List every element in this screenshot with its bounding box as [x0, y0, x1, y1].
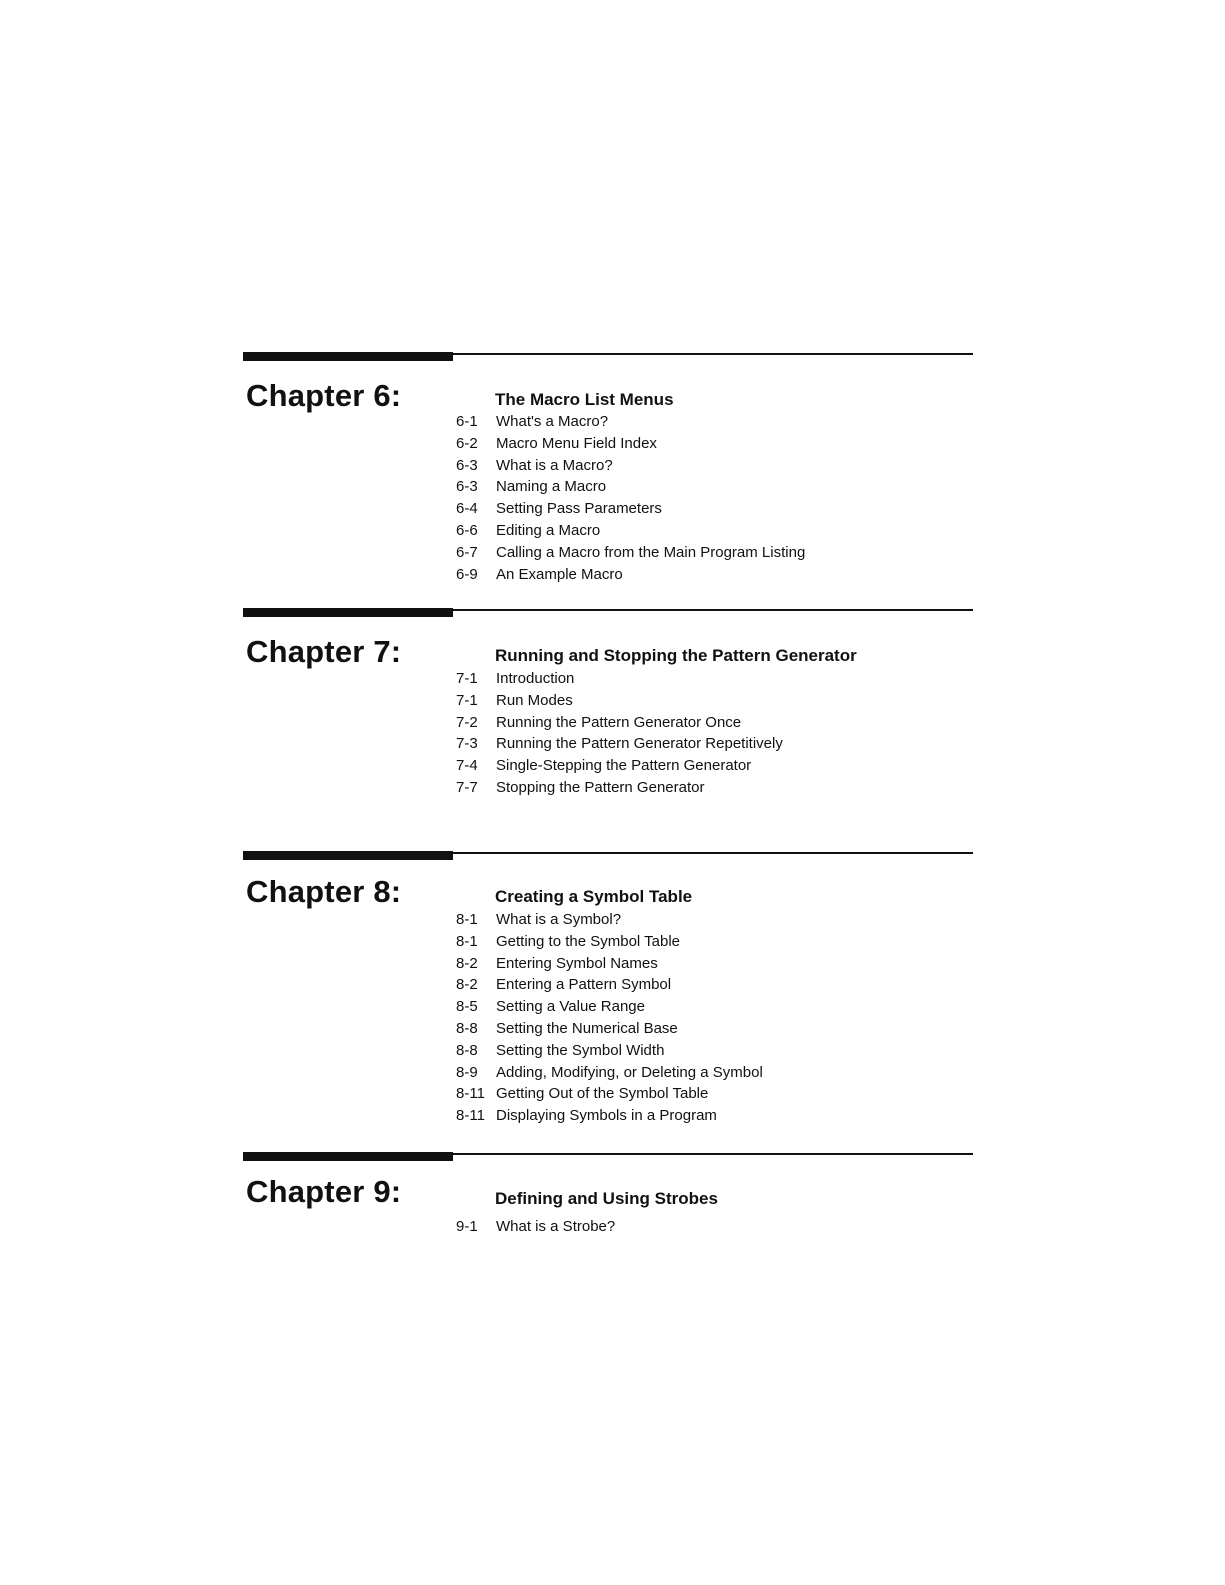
- toc-page-number: 6-4: [456, 500, 478, 518]
- toc-entry-label: Running the Pattern Generator Once: [496, 713, 742, 731]
- toc-entry[interactable]: [456, 690, 783, 712]
- chapter-divider-thin: [453, 609, 973, 611]
- toc-page-number: 6-3: [456, 456, 478, 474]
- toc-entry[interactable]: [456, 712, 783, 734]
- toc-entry-label: Editing a Macro: [496, 521, 601, 539]
- toc-entry-label: Displaying Symbols in a Program: [496, 1107, 717, 1125]
- section-title: The Macro List Menus: [495, 390, 674, 409]
- toc-entry[interactable]: [456, 909, 763, 931]
- toc-page-number: 8-8: [456, 1019, 478, 1037]
- toc-page-number: 8-2: [456, 954, 478, 972]
- toc-entry-label: Adding, Modifying, or Deleting a Symbol: [496, 1063, 763, 1081]
- chapter-heading: Chapter 8:: [246, 874, 402, 909]
- section-title: Creating a Symbol Table: [495, 887, 693, 906]
- toc-page-number: 8-5: [456, 998, 478, 1016]
- chapter-divider-thick: [243, 1152, 453, 1161]
- chapter-divider-thin: [453, 1153, 973, 1155]
- toc-entry[interactable]: [456, 733, 783, 755]
- toc-entry[interactable]: [456, 520, 805, 542]
- toc-page-number: 6-2: [456, 434, 478, 452]
- toc-entry-label: Naming a Macro: [496, 478, 607, 496]
- chapter-heading: Chapter 7:: [246, 634, 402, 669]
- toc-page-number: 6-7: [456, 543, 478, 561]
- toc-entry-list: [456, 668, 783, 799]
- toc-entry[interactable]: [456, 433, 805, 455]
- toc-page-number: 6-1: [456, 413, 478, 430]
- chapter-divider-thick: [243, 608, 453, 617]
- toc-entry-label: What's a Macro?: [496, 413, 609, 430]
- toc-page-number: 8-8: [456, 1041, 478, 1059]
- toc-page-number: 8-11: [456, 1085, 485, 1103]
- chapter-divider-thin: [453, 852, 973, 854]
- section-title: Defining and Using Strobes: [495, 1189, 718, 1208]
- toc-entry-label: Running the Pattern Generator Repetitively: [496, 735, 783, 753]
- toc-entry[interactable]: [456, 974, 763, 996]
- toc-entry-label: Getting to the Symbol Table: [496, 932, 680, 950]
- toc-entry[interactable]: [456, 1083, 763, 1105]
- toc-entry[interactable]: [456, 476, 805, 498]
- toc-entry-label: Setting a Value Range: [496, 998, 645, 1016]
- toc-entry-list: [456, 411, 805, 585]
- toc-page-number: 8-9: [456, 1063, 478, 1081]
- toc-entry[interactable]: [456, 1105, 763, 1127]
- toc-page-number: 8-2: [456, 976, 478, 994]
- toc-entry-label: Calling a Macro from the Main Program Listing: [496, 543, 806, 561]
- toc-entry-label: An Example Macro: [496, 565, 623, 583]
- section-title: Running and Stopping the Pattern Generator: [495, 646, 857, 665]
- toc-entry[interactable]: [456, 1062, 763, 1084]
- toc-entry-label: Single-Stepping the Pattern Generator: [496, 757, 752, 775]
- toc-entry[interactable]: [456, 996, 763, 1018]
- toc-entry[interactable]: [456, 931, 763, 953]
- toc-page-number: 7-3: [456, 735, 478, 753]
- chapter-divider-thin: [453, 353, 973, 355]
- toc-entry-label: Stopping the Pattern Generator: [496, 778, 705, 796]
- toc-entry-label: Setting Pass Parameters: [496, 500, 662, 518]
- toc-page-number: 8-1: [456, 911, 478, 928]
- toc-page-number: 6-6: [456, 521, 478, 539]
- toc-entry[interactable]: [456, 668, 783, 690]
- toc-entry-label: Setting the Numerical Base: [496, 1019, 678, 1037]
- chapter-heading: Chapter 9:: [246, 1174, 402, 1209]
- toc-entry[interactable]: [456, 1018, 763, 1040]
- toc-entry[interactable]: [456, 542, 805, 564]
- toc-entry[interactable]: [456, 1216, 615, 1238]
- toc-entry-label: What is a Strobe?: [496, 1218, 616, 1235]
- toc-entry[interactable]: [456, 564, 805, 586]
- toc-entry-label: Introduction: [496, 670, 575, 687]
- toc-entry[interactable]: [456, 953, 763, 975]
- toc-entry-list: [456, 1216, 615, 1238]
- toc-entry-label: What is a Symbol?: [496, 911, 622, 928]
- toc-entry[interactable]: [456, 1040, 763, 1062]
- toc-page-number: 7-2: [456, 713, 478, 731]
- toc-page-number: 8-11: [456, 1107, 485, 1125]
- toc-page-number: 7-4: [456, 757, 478, 775]
- toc-page-number: 6-3: [456, 478, 478, 496]
- toc-entry-label: Macro Menu Field Index: [496, 434, 657, 452]
- toc-entry[interactable]: [456, 777, 783, 799]
- toc-entry[interactable]: [456, 411, 805, 433]
- toc-entry-label: Getting Out of the Symbol Table: [496, 1085, 709, 1103]
- chapter-divider-thick: [243, 851, 453, 860]
- toc-entry-label: Entering a Pattern Symbol: [496, 976, 672, 994]
- chapter-divider-thick: [243, 352, 453, 361]
- toc-entry-label: Setting the Symbol Width: [496, 1041, 665, 1059]
- toc-page-number: 7-7: [456, 778, 478, 796]
- toc-entry-label: Entering Symbol Names: [496, 954, 658, 972]
- toc-entry[interactable]: [456, 455, 805, 477]
- toc-page-number: 7-1: [456, 691, 478, 709]
- chapter-heading: Chapter 6:: [246, 378, 402, 413]
- toc-page-number: 6-9: [456, 565, 478, 583]
- toc-entry[interactable]: [456, 755, 783, 777]
- toc-entry-label: What is a Macro?: [496, 456, 613, 474]
- toc-entry[interactable]: [456, 498, 805, 520]
- toc-page-number: 8-1: [456, 932, 478, 950]
- toc-entry-list: [456, 909, 763, 1127]
- toc-entry-label: Run Modes: [496, 691, 573, 709]
- toc-page-number: 9-1: [456, 1218, 478, 1235]
- toc-page-number: 7-1: [456, 670, 478, 687]
